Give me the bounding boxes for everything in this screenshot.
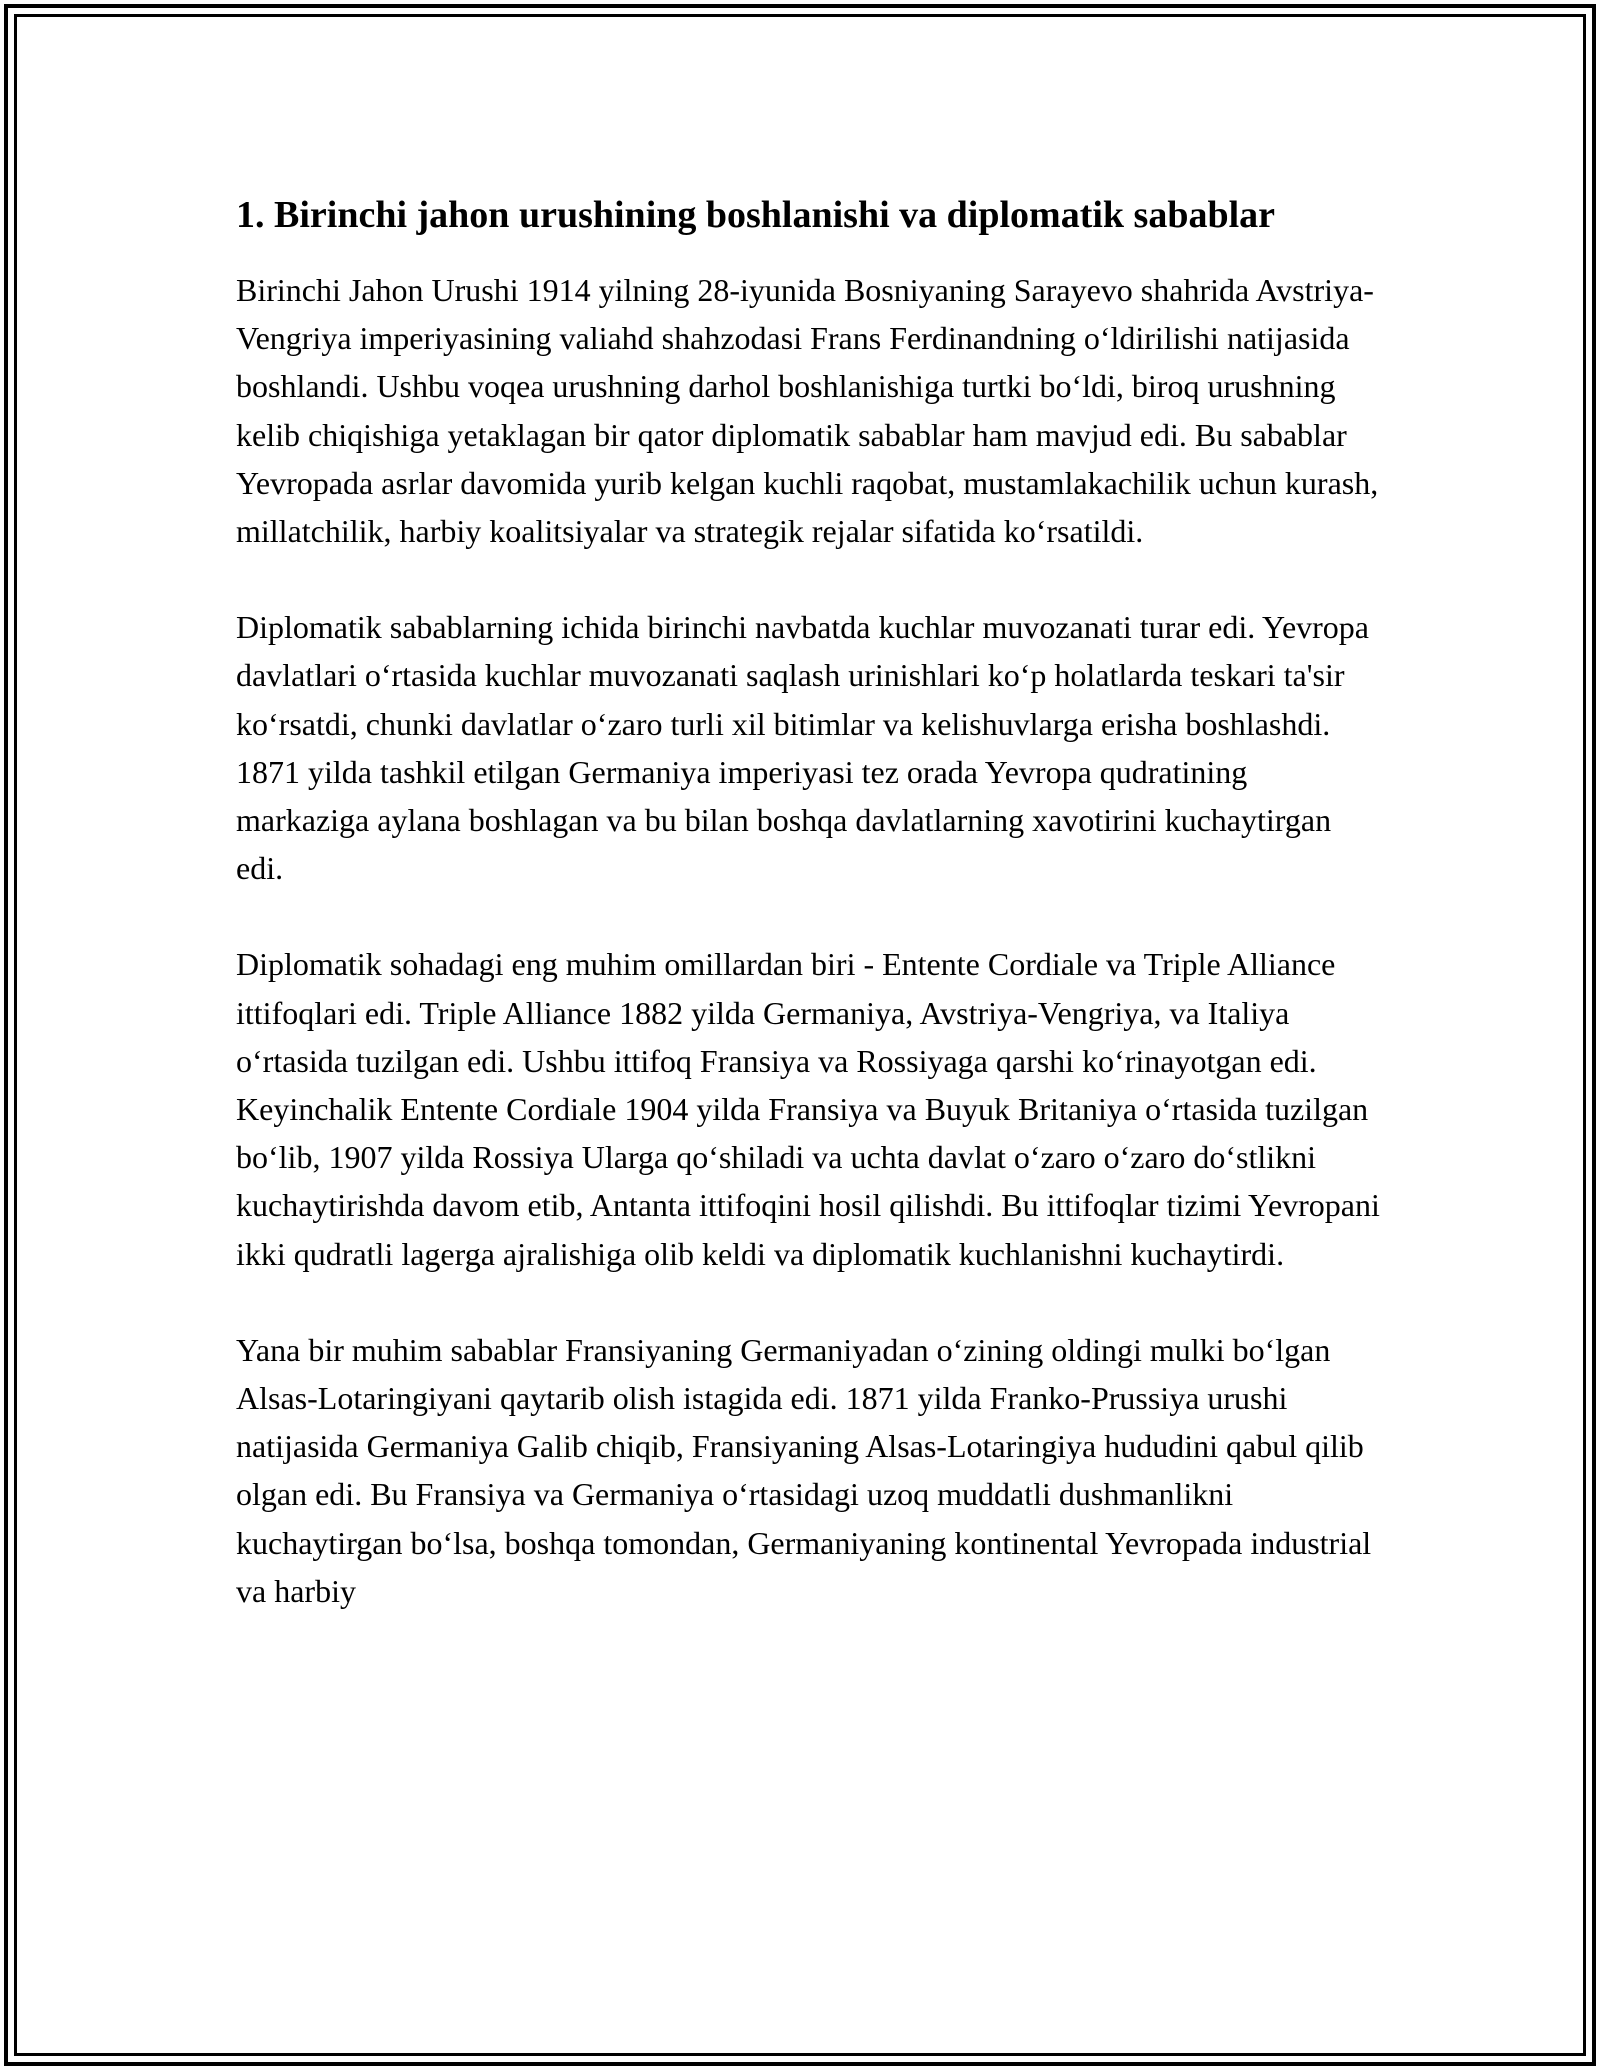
paragraph-1: Birinchi Jahon Urushi 1914 yilning 28-iyunida Bosniyaning Sarayevo shahrida Avstriya-Vengriya imperiyasining valiahd shahzodasi Frans Ferdinandning oʻldirilishi natijasida boshlandi. Ushbu voqea urushning darhol boshlanishiga turtki boʻldi, biroq urushning kelib chiqishiga yetaklagan bir qator diplomatik sabablar ham mavjud edi. Bu sabablar Yevropada asrlar davomida yurib kelgan kuchli raqobat, mustamlakachilik uchun kurash, millatchilik, harbiy koalitsiyalar va strategik rejalar sifatida koʻrsatildi. [236, 272, 1379, 550]
paragraph-3: Diplomatik sohadagi eng muhim omillardan biri - Entente Cordiale va Triple Alliance ittifoqlari edi. Triple Alliance 1882 yilda Germaniya, Avstriya-Vengriya, va Italiya oʻrtasida tuzilgan edi. Ushbu ittifoq Fransiya va Rossiyaga qarshi koʻrinayotgan edi. Keyinchalik Entente Cordiale 1904 yilda Fransiya va Buyuk Britaniya oʻrtasida tuzilgan boʻlib, 1907 yilda Rossiya Ularga qoʻshiladi va uchta davlat oʻzaro oʻzaro doʻstlikni kuchaytirishda davom etib, Antanta ittifoqini hosil qilishdi. Bu ittifoqlar tizimi Yevropani ikki qudratli lagerga ajralishiga olib keldi va diplomatik kuchlanishni kuchaytirdi. [236, 946, 1380, 1272]
paragraph-4: Yana bir muhim sabablar Fransiyaning Germaniyadan oʻzining oldingi mulki boʻlgan Alsas-Lotaringiyani qaytarib olish istagida edi. 1871 yilda Franko-Prussiya urushi natijasida Germaniya Galib chiqib, Fransiyaning Alsas-Lotaringiya hududini qabul qilib olgan edi. Bu Fransiya va Germaniya oʻrtasidagi uzoq muddatli dushmanlikni kuchaytirgan boʻlsa, boshqa tomondan, Germaniyaning kontinental Yevropada industrial va harbiy [236, 1331, 1372, 1609]
section-heading: 1. Birinchi jahon urushining boshlanishi va diplomatik sabablar [236, 194, 1276, 236]
document-body [236, 188, 1386, 1663]
paragraph-2: Diplomatik sabablarning ichida birinchi navbatda kuchlar muvozanati turar edi. Yevropa davlatlari oʻrtasida kuchlar muvozanati saqlash urinishlari koʻp holatlarda teskari ta'sir koʻrsatdi, chunki davlatlar oʻzaro turli xil bitimlar va kelishuvlarga erisha boshlashdi. 1871 yilda tashkil etilgan Germaniya imperiyasi tez orada Yevropa qudratining markaziga aylana boshlagan va bu bilan boshqa davlatlarning xavotirini kuchaytirgan edi. [236, 609, 1369, 887]
